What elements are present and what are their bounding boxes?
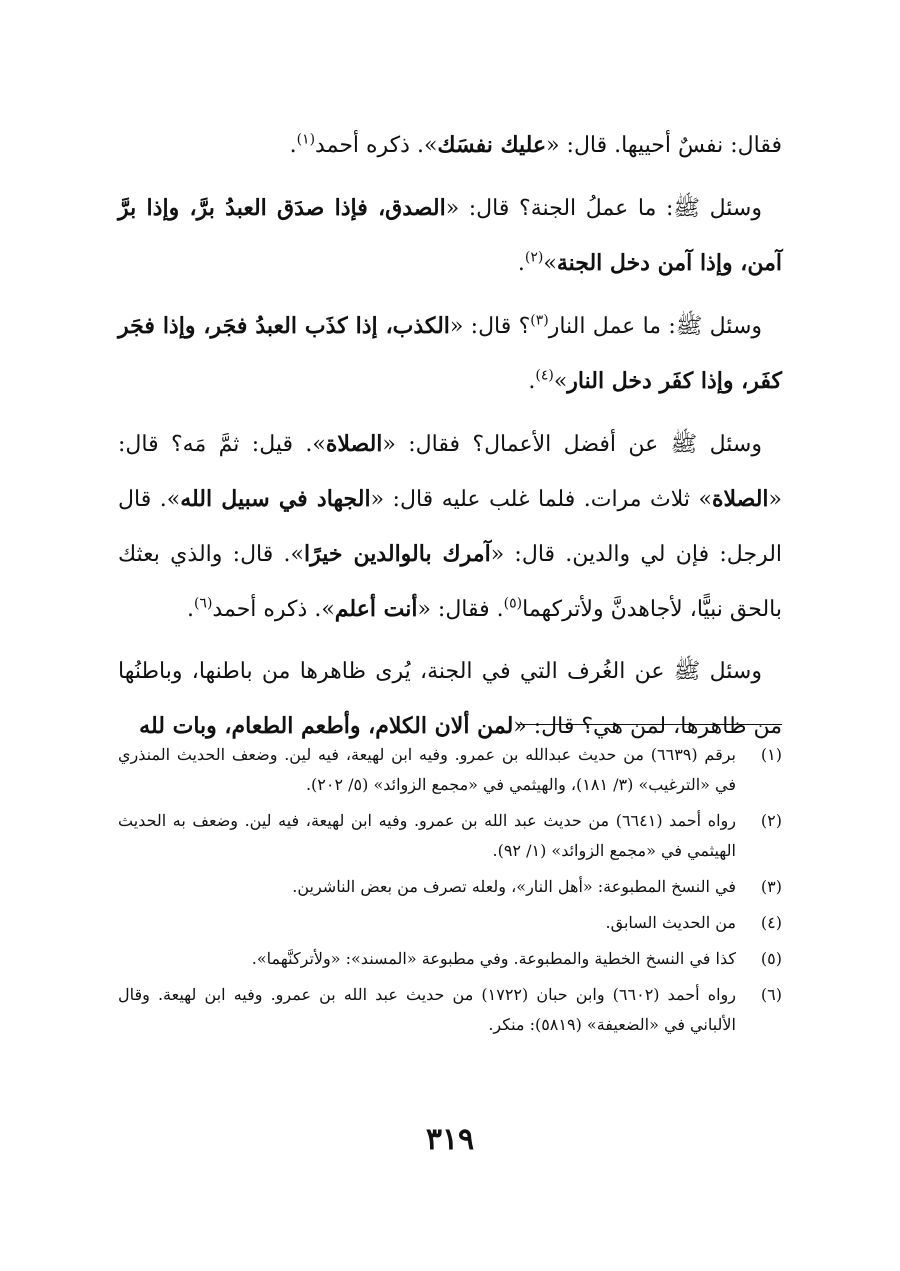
text-run: » (543, 251, 557, 276)
footnote-text: في النسخ المطبوعة: «أهل النار»، ولعله تصرف من بعض الناشرين. (292, 877, 736, 896)
footnote-item (118, 806, 782, 866)
footnotes (118, 740, 782, 1046)
footnote-number: (٣) (760, 877, 782, 896)
page-number: ٣١٩ (425, 1122, 475, 1157)
hadith-quote: الكذب، إذا كذَب العبدُ فجَر، وإذا فجَر كفَر، وإذا كفَر دخل النار (118, 313, 782, 394)
text-run: ». قال: والذي بعثك بالحق نبيًّا، لأجاهدنَّ ولأتركهما (118, 542, 782, 622)
footnote-number: (٤) (760, 913, 782, 932)
paragraph-3 (118, 299, 782, 409)
footnote-item (118, 872, 782, 902)
footnote-item (118, 740, 782, 800)
footnote-item (118, 908, 782, 938)
hadith-quote: الصلاة (325, 431, 383, 457)
text-run: وسئل ﷺ عن الغُرف التي في الجنة، يُرى ظاهرها من باطنها، وباطنُها من ظاهرها، لمن هي؟ قال: « (118, 659, 782, 739)
text-run: . فقال: « (417, 597, 504, 622)
hadith-quote: أنت أعلم (334, 596, 418, 622)
paragraph-1 (118, 118, 782, 173)
footnote-text: كذا في النسخ الخطية والمطبوعة. وفي مطبوعة «المسند»: «ولأتركنَّهما». (251, 949, 736, 968)
text-run: » ثلاث مرات. فلما غلب عليه قال: « (370, 487, 712, 512)
text-run: . (528, 369, 536, 394)
text-run: . (517, 251, 525, 276)
footnote-item (118, 944, 782, 974)
text-run: ؟ قال: « (449, 314, 531, 339)
footnote-text: من الحديث السابق. (605, 913, 736, 932)
footnote-ref[interactable]: (٣) (530, 312, 549, 329)
text-run: ». ذكره أحمد (212, 597, 335, 622)
hadith-quote: الصلاة (711, 486, 769, 512)
footnote-ref[interactable]: (٢) (524, 249, 544, 266)
hadith-quote: الجهاد في سبيل الله (180, 486, 371, 512)
footnote-ref[interactable]: (٥) (503, 595, 523, 612)
paragraph-5 (118, 645, 782, 754)
hadith-quote: عليك نفسَك (437, 132, 547, 158)
footnote-number: (١) (760, 745, 782, 764)
text-run: . (289, 133, 297, 158)
footnote-number: (٦) (760, 985, 782, 1004)
hadith-quote: لمن ألان الكلام، وأطعم الطعام، وبات لله (139, 713, 514, 739)
footnote-text: رواه أحمد (٦٦٠٢) وابن حبان (١٧٢٢) من حديث عبد الله بن عمرو. وفيه ابن لهيعة. وقال الألباني في «الضعيفة» (٥٨١٩): منكر. (118, 985, 736, 1034)
footnote-ref[interactable]: (١) (296, 131, 316, 148)
paragraph-2 (118, 181, 782, 291)
footnote-ref[interactable]: (٦) (193, 595, 213, 612)
footnote-item (118, 980, 782, 1040)
paragraph-4 (118, 417, 782, 637)
text-run: ». ذكره أحمد (315, 133, 438, 158)
text-run: وسئل ﷺ: ما عملُ الجنة؟ قال: « (445, 196, 762, 221)
text-run: فقال: نفسٌ أحييها. قال: « (546, 133, 782, 158)
footnote-ref[interactable]: (٤) (535, 367, 554, 384)
hadith-quote: آمرك بالوالدين خيرًا (304, 541, 491, 567)
footnote-number: (٥) (760, 949, 782, 968)
text-run: وسئل ﷺ: ما عمل النار (548, 314, 763, 339)
footnote-number: (٢) (760, 811, 782, 830)
text-run: » (553, 369, 568, 394)
text-run: . (186, 597, 194, 622)
text-run: ». قيل: ثمَّ مَه؟ قال: « (118, 432, 782, 512)
main-text (118, 118, 782, 762)
footnote-text: برقم (٦٦٣٩) من حديث عبدالله بن عمرو. وفيه ابن لهيعة، فيه لين. وضعف الحديث المنذري في «الترغيب» (٣/ ١٨١)، والهيثمي في «مجمع الزوائد» (٥/ ٢٠٢). (118, 745, 736, 794)
footnote-text: رواه أحمد (٦٦٤١) من حديث عبد الله بن عمرو. وفيه ابن لهيعة، فيه لين. وضعف به الحديث الهيثمي في «مجمع الزوائد» (١/ ٩٢). (118, 811, 736, 860)
text-run: ». قال الرجل: فإن لي والدين. قال: « (118, 487, 783, 567)
footnote-separator (518, 724, 782, 725)
hadith-quote: الصدق، فإذا صدَق العبدُ برَّ، وإذا برَّ آمن، وإذا آمن دخل الجنة (118, 195, 782, 276)
text-run: وسئل ﷺ عن أفضل الأعمال؟ فقال: « (382, 432, 762, 457)
